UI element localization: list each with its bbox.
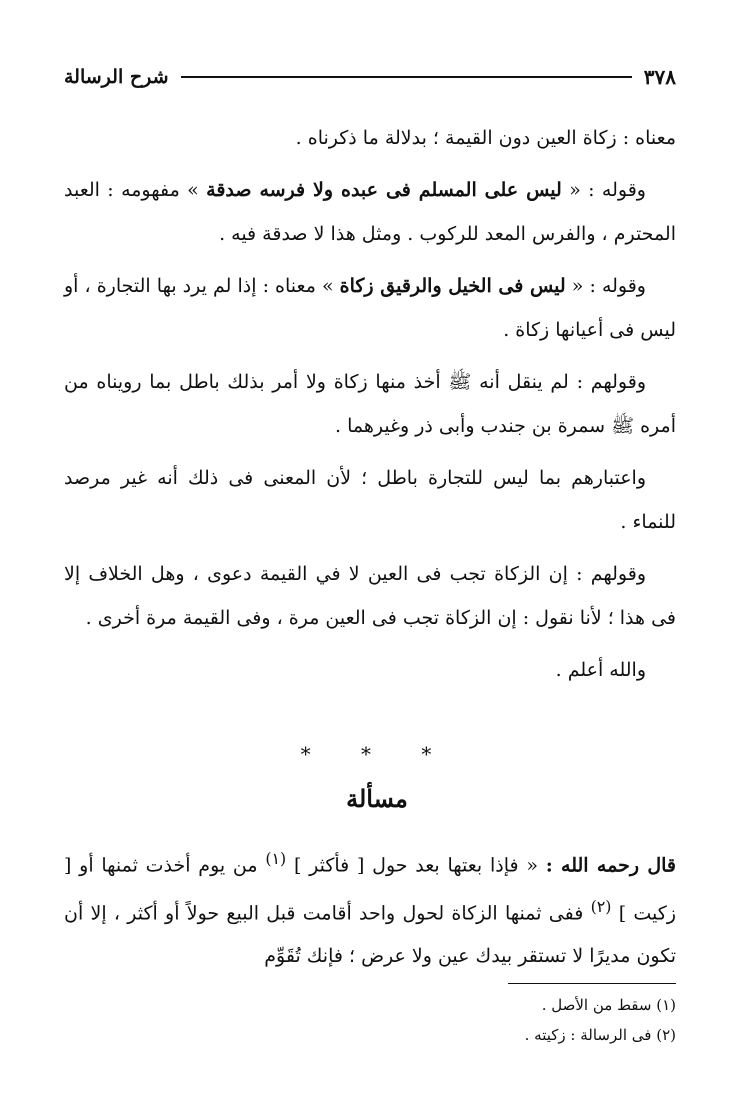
paragraph-prefix: وقوله : « [561,179,646,201]
section-title: مسألة [346,784,408,813]
header-rule [181,76,632,78]
paragraph-prefix: وقوله : « [565,275,646,297]
footnote: (١) سقط من الأصل . [541,996,676,1014]
section-paragraph [64,838,676,977]
page-header [64,62,676,92]
footnote-rule [508,983,676,984]
paragraph: واعتبارهم بما ليس للتجارة باطل ؛ لأن المعنى فى ذلك أنه غير مرصد للنماء . [64,467,676,533]
page-number: ٣٧٨ [643,65,676,89]
paragraph [64,264,676,352]
footnotes [300,990,676,1050]
hadith-quote: ليس على المسلم فى عبده ولا فرسه صدقة [206,179,562,201]
footnote-ref: (٢) [590,897,612,917]
paragraph [64,168,676,256]
section-text-part: ففى ثمنها الزكاة لحول واحد أقامت قبل البيع حولاً أو أكثر ، إلا أن تكون مديرًا لا تستقر بيدك عين ولا عرض ؛ فإنك تُقَوِّم [64,902,676,967]
footnote: (٢) فى الرسالة : زكيته . [524,1026,676,1044]
section-lead: قال رحمه الله : [545,854,677,877]
paragraph: وقولهم : لم ينقل أنه ﷺ أخذ منها زكاة ولا أمر بذلك باطل بما رويناه من أمره ﷺ سمرة بن جندب وأبى ذر وغيرهما . [64,371,676,437]
main-text [64,116,676,700]
paragraph-suffix: » معناه : إذا لم يرد بها التجارة ، أو ليس فى أعيانها زكاة . [64,275,676,341]
footnote-ref: (١) [265,849,287,868]
closing-line: والله أعلم . [555,659,646,681]
section-separator: * * * [300,742,454,766]
hadith-quote: ليس فى الخيل والرقيق زكاة [339,275,566,297]
paragraph-suffix: » مفهومه : العبد المحترم ، والفرس المعد للركوب . ومثل هذا لا صدقة فيه . [64,179,676,245]
section-text-part: « فإذا بعتها بعد حول [ فأكثر ] [286,854,546,877]
paragraph: معناه : زكاة العين دون القيمة ؛ بدلالة ما ذكرناه . [295,127,676,149]
paragraph: وقولهم : إن الزكاة تجب فى العين لا في القيمة دعوى ، وهل الخلاف إلا فى هذا ؛ لأنا نقول : إن الزكاة تجب فى العين مرة ، وفى القيمة مرة أخرى . [64,563,676,629]
running-title: شرح الرسالة [64,66,169,88]
section-text-part: من يوم أخذت ثمنها أو [ زكيت ] [64,854,677,925]
